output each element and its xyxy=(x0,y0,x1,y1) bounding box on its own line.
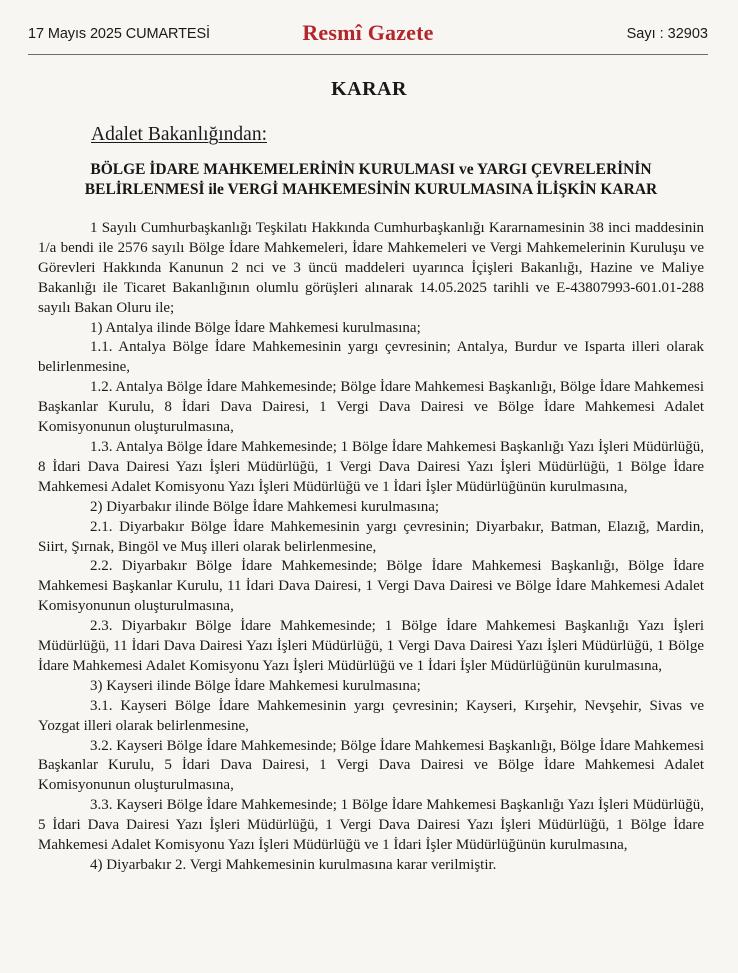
article-paragraph: 2.3. Diyarbakır Bölge İdare Mahkemesinde; 1 Bölge İdare Mahkemesi Başkanlığı Yazı İşleri Müdürlüğü, 11 İdari Dava Dairesi Yazı İşleri Müdürlüğü, 1 Vergi Dava Dairesi Yazı İşleri Müdürlüğü, 1 Bölge İdare Mahkemesi Adalet Komisyonu Yazı İşleri Müdürlüğü ve 1 İdari İşler Müdürlüğünün kurulmasına, xyxy=(38,618,704,674)
gazette-name: Resmî Gazete xyxy=(302,20,434,45)
article-paragraph: 1.1. Antalya Bölge İdare Mahkemesinin yargı çevresinin; Antalya, Burdur ve Isparta illeri olarak belirlenmesine, xyxy=(38,339,704,376)
document-type: KARAR xyxy=(331,78,407,100)
header-divider xyxy=(28,54,708,55)
article-paragraph: 2.2. Diyarbakır Bölge İdare Mahkemesinde; Bölge İdare Mahkemesi Başkanlığı, Bölge İdare Mahkemesi Başkanlar Kurulu, 11 İdari Dava Dairesi, 1 Vergi Dava Dairesi ve Bölge İdare Mahkemesi Adalet Komisyonunun oluşturulmasına, xyxy=(38,558,704,615)
article-paragraph: 2) Diyarbakır ilinde Bölge İdare Mahkemesi kurulmasına; xyxy=(90,498,440,515)
article-paragraph: 2.1. Diyarbakır Bölge İdare Mahkemesinin yargı çevresinin; Diyarbakır, Batman, Elazığ, Mardin, Siirt, Şırnak, Bingöl ve Muş illeri olarak belirlenmesine, xyxy=(38,518,704,555)
issuing-ministry: Adalet Bakanlığından: xyxy=(91,124,267,145)
article-paragraph: 3.2. Kayseri Bölge İdare Mahkemesinde; Bölge İdare Mahkemesi Başkanlığı, Bölge İdare Mahkemesi Başkanlar Kurulu, 5 İdari Dava Dairesi, 1 Vergi Dava Dairesi ve Bölge İdare Mahkemesi Adalet Komisyonunun oluşturulmasına, xyxy=(38,737,704,794)
article-paragraph: 1.2. Antalya Bölge İdare Mahkemesinde; Bölge İdare Mahkemesi Başkanlığı, Bölge İdare Mahkemesi Başkanlar Kurulu, 8 İdari Dava Dairesi, 1 Vergi Dava Dairesi ve Bölge İdare Mahkemesi Adalet Komisyonunun oluşturulmasına, xyxy=(38,379,704,436)
article-paragraph: 1.3. Antalya Bölge İdare Mahkemesinde; 1 Bölge İdare Mahkemesi Başkanlığı Yazı İşleri Müdürlüğü, 8 İdari Dava Dairesi Yazı İşleri Müdürlüğü, 1 Vergi Dava Dairesi Yazı İşleri Müdürlüğü, 1 Bölge İdare Mahkemesi Adalet Komisyonu Yazı İşleri Müdürlüğü ve 1 İdari İşler Müdürlüğünün kurulmasına, xyxy=(38,438,704,495)
gazette-header xyxy=(28,20,708,54)
article-paragraph: 3.3. Kayseri Bölge İdare Mahkemesinde; 1 Bölge İdare Mahkemesi Başkanlığı Yazı İşleri Müdürlüğü, 5 İdari Dava Dairesi Yazı İşleri Müdürlüğü, 1 Vergi Dava Dairesi Yazı İşleri Müdürlüğü, 1 Bölge İdare Mahkemesi Adalet Komisyonu Yazı İşleri Müdürlüğü ve 1 İdari İşler Müdürlüğünün kurulmasına, xyxy=(38,797,704,854)
issue-date: 17 Mayıs 2025 CUMARTESİ xyxy=(28,26,210,42)
article-paragraph: 1) Antalya ilinde Bölge İdare Mahkemesi kurulmasına; xyxy=(90,319,421,336)
article-paragraph: 3.1. Kayseri Bölge İdare Mahkemesinin yargı çevresinin; Kayseri, Kırşehir, Nevşehir, Sivas ve Yozgat illeri olarak belirlenmesine, xyxy=(38,697,704,734)
decision-title: BÖLGE İDARE MAHKEMELERİNİN KURULMASI ve YARGI ÇEVRELERİNİN BELİRLENMESİ ile VERGİ MAHKEMESİNİN KURULMASINA İLİŞKİN KARAR xyxy=(84,161,658,198)
issue-number: Sayı : 32903 xyxy=(626,26,708,42)
article-paragraph: 3) Kayseri ilinde Bölge İdare Mahkemesi kurulmasına; xyxy=(90,677,421,694)
closing-paragraph: 4) Diyarbakır 2. Vergi Mahkemesinin kurulmasına karar verilmiştir. xyxy=(90,857,497,873)
preamble-paragraph: 1 Sayılı Cumhurbaşkanlığı Teşkilatı Hakkında Cumhurbaşkanlığı Kararnamesinin 38 inci maddesinin 1/a bendi ile 2576 sayılı Bölge İdare Mahkemeleri, İdare Mahkemeleri ve Vergi Mahkemelerinin Kuruluşu ve Görevleri Hakkında Kanunun 2 nci ve 3 üncü maddeleri uyarınca İçişleri Bakanlığı, Hazine ve Maliye Bakanlığı ile Ticaret Bakanlığının olumlu görüşleri alınarak 14.05.2025 tarihli ve E-43807993-601.01-288 sayılı Bakan Oluru ile; xyxy=(38,220,704,316)
decision-body xyxy=(38,219,704,876)
